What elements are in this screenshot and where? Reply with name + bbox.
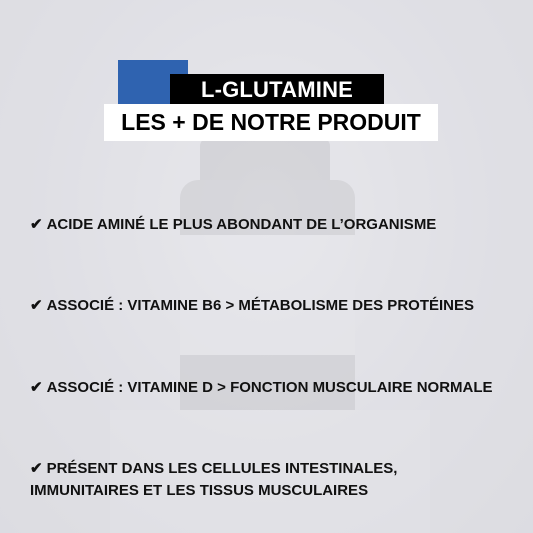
benefit-text: PRÉSENT DANS LES CELLULES INTESTINALES, IMMUNITAIRES ET LES TISSUS MUSCULAIRES bbox=[30, 460, 398, 499]
section-subtitle: LES + DE NOTRE PRODUIT bbox=[104, 104, 438, 141]
benefit-point bbox=[30, 458, 430, 502]
product-title: L-GLUTAMINE bbox=[170, 74, 384, 106]
benefit-point bbox=[30, 214, 510, 236]
check-mark-icon: ✔ bbox=[30, 379, 43, 396]
benefit-text: ASSOCIÉ : VITAMINE D > FONCTION MUSCULAIRE NORMALE bbox=[46, 379, 493, 396]
check-mark-icon: ✔ bbox=[30, 216, 43, 233]
benefit-point bbox=[30, 295, 510, 317]
benefit-text: ACIDE AMINÉ LE PLUS ABONDANT DE L’ORGANISME bbox=[46, 216, 437, 233]
benefit-point bbox=[30, 377, 520, 399]
check-mark-icon: ✔ bbox=[30, 297, 43, 314]
benefit-text: ASSOCIÉ : VITAMINE B6 > MÉTABOLISME DES PROTÉINES bbox=[46, 297, 474, 314]
check-mark-icon: ✔ bbox=[30, 460, 43, 477]
